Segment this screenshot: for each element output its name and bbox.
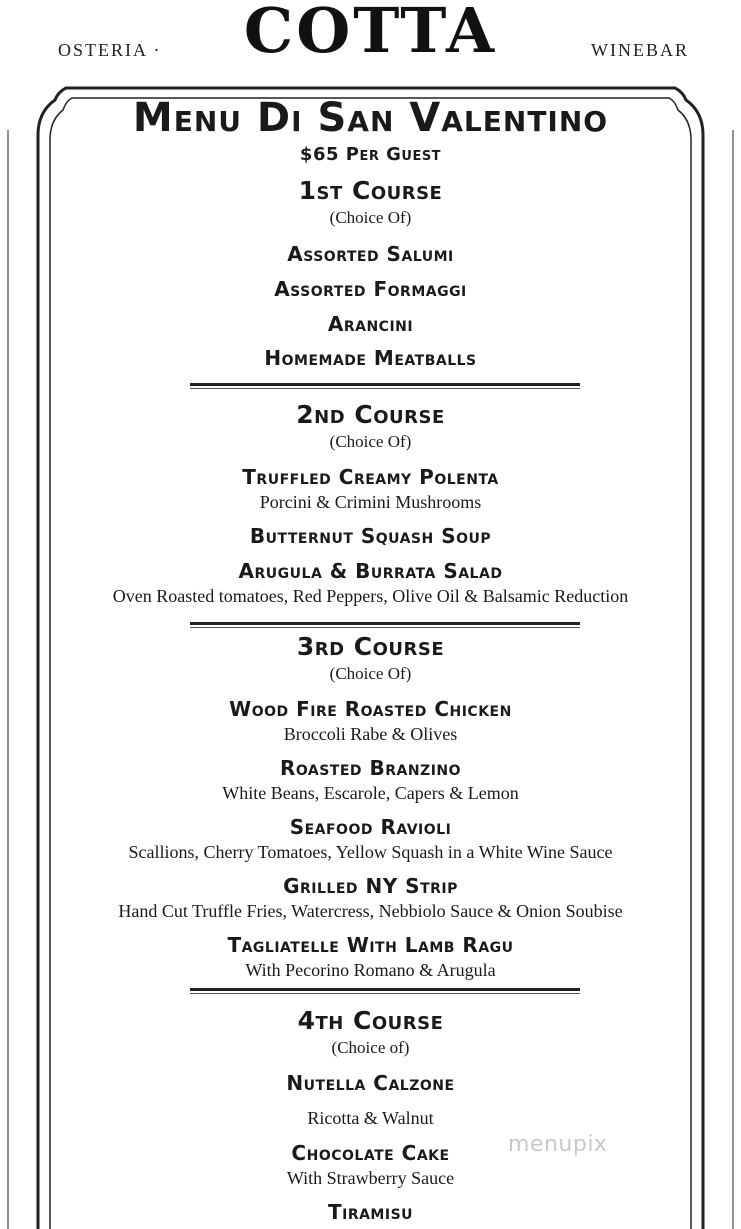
course-1-title: 1st Course bbox=[298, 176, 443, 205]
dish-description: Broccoli Rabe & Olives bbox=[283, 724, 458, 744]
section-divider bbox=[190, 988, 580, 994]
dish-name: Homemade Meatballs bbox=[264, 346, 477, 370]
course-1-choice: (Choice Of) bbox=[329, 208, 412, 227]
dish-name: Chocolate Cake bbox=[291, 1141, 450, 1165]
dish-name: Assorted Formaggi bbox=[274, 277, 467, 301]
dish-description: Scallions, Cherry Tomatoes, Yellow Squash in a White Wine Sauce bbox=[128, 842, 613, 862]
course-3-title: 3rd Course bbox=[296, 632, 445, 661]
watermark: menupix bbox=[508, 1132, 608, 1157]
course-4-title: 4th Course bbox=[297, 1006, 444, 1035]
dish-description: Hand Cut Truffle Fries, Watercress, Nebbiolo Sauce & Onion Soubise bbox=[118, 901, 623, 921]
logo-cotta: COTTA bbox=[243, 0, 498, 67]
course-2-choice: (Choice Of) bbox=[329, 432, 412, 451]
dish-name: Nutella Calzone bbox=[286, 1071, 455, 1095]
course-4-choice: (Choice of) bbox=[331, 1038, 410, 1057]
dish-description: With Strawberry Sauce bbox=[286, 1168, 455, 1188]
dish-description: With Pecorino Romano & Arugula bbox=[245, 960, 496, 980]
dish-name: Arugula & Burrata Salad bbox=[238, 559, 503, 583]
dish-name: Butternut Squash Soup bbox=[249, 524, 492, 548]
dish-name: Arancini bbox=[327, 312, 414, 336]
section-divider bbox=[190, 383, 580, 389]
course-2-title: 2nd Course bbox=[296, 400, 445, 429]
dish-name: Assorted Salumi bbox=[287, 242, 454, 266]
dish-name: Wood Fire Roasted Chicken bbox=[229, 697, 512, 721]
header-osteria: OSTERIA · bbox=[58, 40, 162, 60]
menu-price: $65 Per Guest bbox=[299, 144, 442, 165]
dish-name: Roasted Branzino bbox=[279, 756, 462, 780]
dish-name: Seafood Ravioli bbox=[289, 815, 452, 839]
dish-description: Porcini & Crimini Mushrooms bbox=[259, 492, 482, 512]
dish-name: Grilled NY Strip bbox=[283, 874, 458, 898]
header-winebar: WINEBAR bbox=[591, 40, 689, 60]
dish-name: Tiramisu bbox=[327, 1200, 414, 1224]
course-3-choice: (Choice Of) bbox=[329, 664, 412, 683]
dish-name: Truffled Creamy Polenta bbox=[242, 465, 499, 489]
menu-title: Menu Di San Valentino bbox=[132, 95, 609, 141]
section-divider bbox=[190, 622, 580, 628]
dish-description: Ricotta & Walnut bbox=[307, 1108, 434, 1128]
dish-description: Oven Roasted tomatoes, Red Peppers, Olive Oil & Balsamic Reduction bbox=[112, 586, 629, 606]
dish-description: White Beans, Escarole, Capers & Lemon bbox=[222, 783, 519, 803]
dish-name: Tagliatelle With Lamb Ragu bbox=[227, 933, 514, 957]
